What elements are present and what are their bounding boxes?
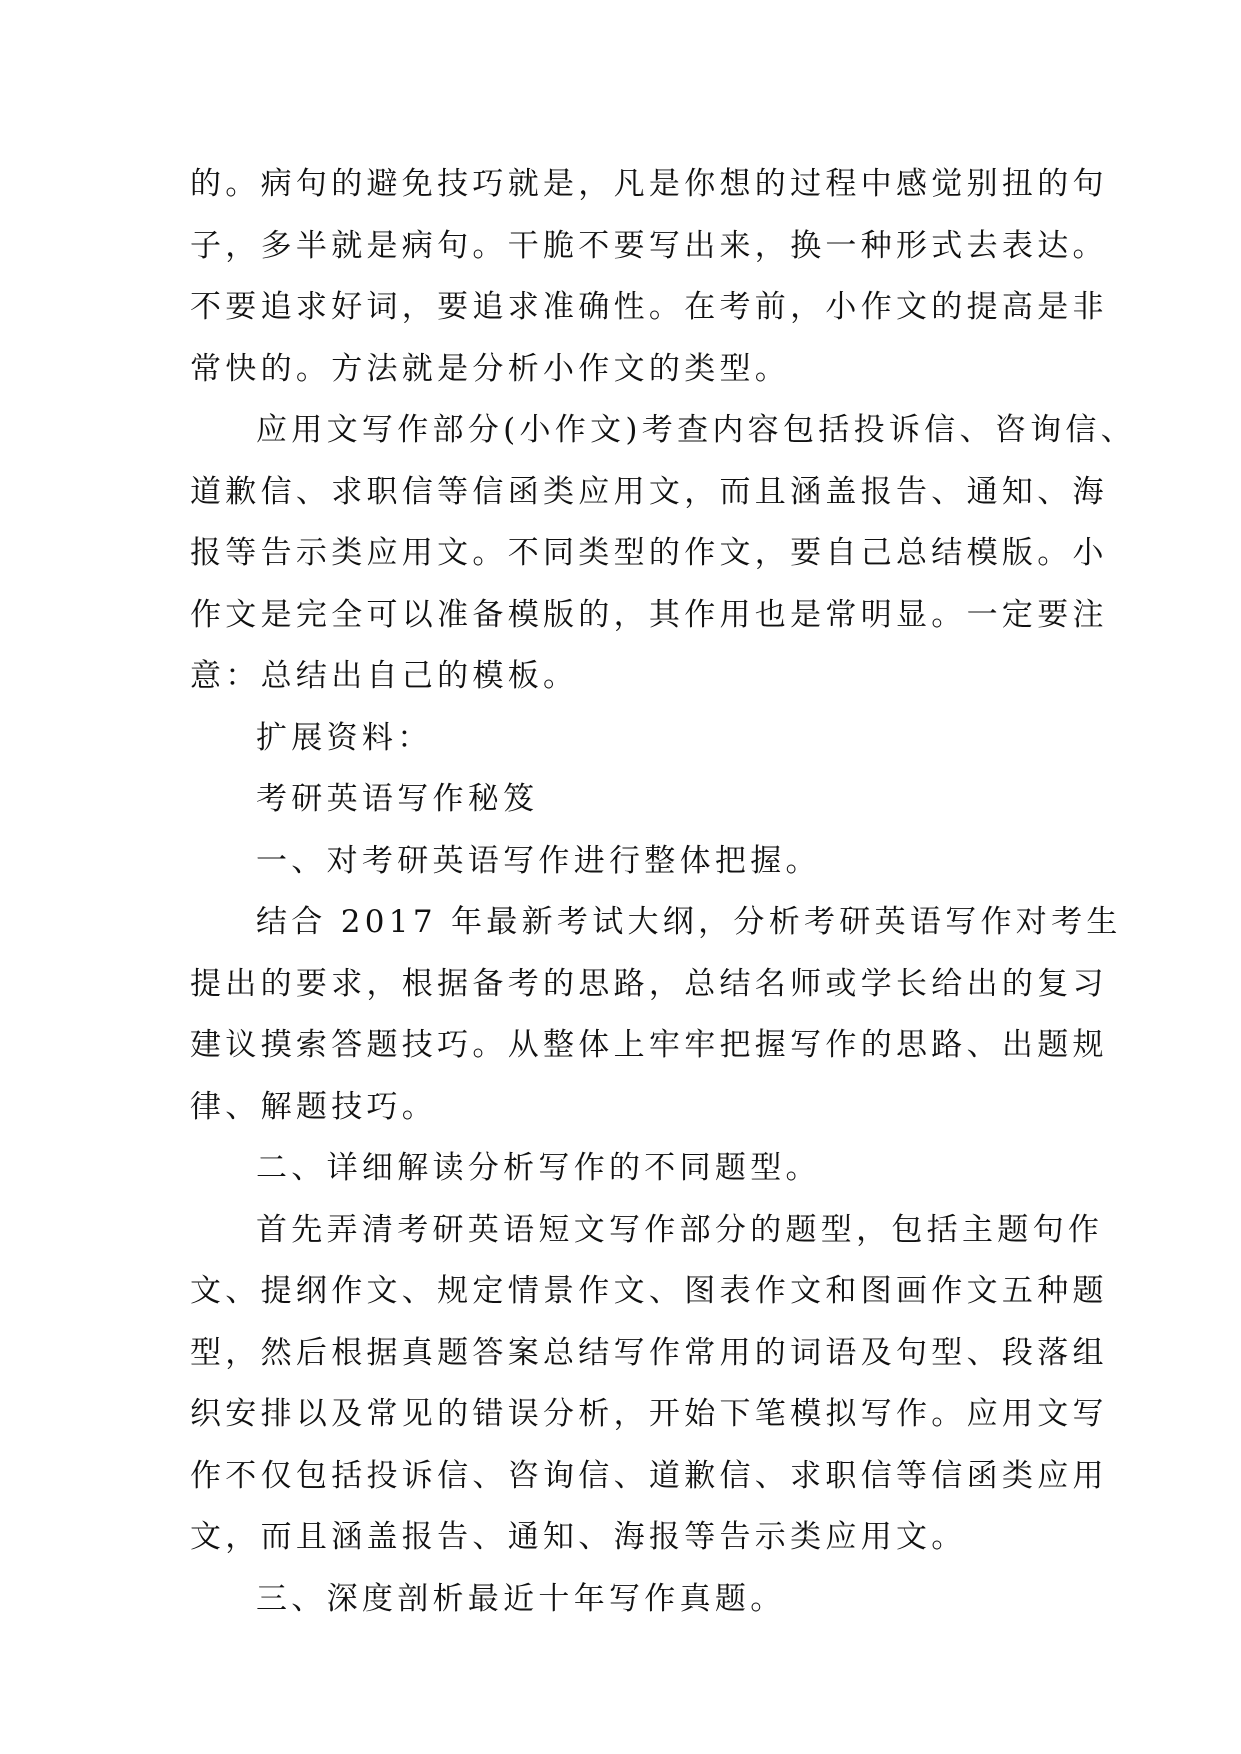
text-line-3: 不要追求好词，要追求准确性。在考前，小作文的提高是非 bbox=[190, 289, 1108, 325]
text-line-16: 律、解题技巧。 bbox=[190, 1088, 438, 1125]
text-line-22: 作不仅包括投诉信、咨询信、道歉信、求职信等信函类应用 bbox=[190, 1457, 1108, 1494]
text-line-8: 作文是完全可以准备模版的，其作用也是常明显。一定要注 bbox=[190, 596, 1108, 633]
list-heading-1: 一、对考研英语写作进行整体把握。 bbox=[256, 842, 821, 879]
text-line-19: 文、提纲作文、规定情景作文、图表作文和图画作文五种题 bbox=[190, 1273, 1108, 1309]
text-line-1: 的。病句的避免技巧就是，凡是你想的过程中感觉别扭的句 bbox=[190, 166, 1108, 202]
section-heading-writing-tips: 考研英语写作秘笈 bbox=[256, 781, 539, 817]
text-line-23: 文，而且涵盖报告、通知、海报等告示类应用文。 bbox=[190, 1519, 967, 1555]
text-line-13: 结合 2017 年最新考试大纲，分析考研英语写作对考生 bbox=[256, 904, 1122, 940]
text-line-20: 型，然后根据真题答案总结写作常用的词语及句型、段落组 bbox=[190, 1334, 1108, 1371]
section-heading-extended-material: 扩展资料： bbox=[256, 719, 433, 756]
text-line-21: 织安排以及常见的错误分析，开始下笔模拟写作。应用文写 bbox=[190, 1396, 1108, 1432]
document-body bbox=[190, 154, 1136, 1630]
text-line-6: 道歉信、求职信等信函类应用文，而且涵盖报告、通知、海 bbox=[190, 473, 1108, 510]
text-line-14: 提出的要求，根据备考的思路，总结名师或学长给出的复习 bbox=[190, 965, 1108, 1002]
text-line-7: 报等告示类应用文。不同类型的作文，要自己总结模版。小 bbox=[190, 535, 1108, 571]
text-line-18: 首先弄清考研英语短文写作部分的题型，包括主题句作 bbox=[256, 1211, 1104, 1248]
text-line-9: 意：总结出自己的模板。 bbox=[190, 658, 579, 694]
text-line-5: 应用文写作部分(小作文)考查内容包括投诉信、咨询信、 bbox=[256, 412, 1136, 448]
text-line-4: 常快的。方法就是分析小作文的类型。 bbox=[190, 350, 791, 387]
text-line-2: 子，多半就是病句。干脆不要写出来，换一种形式去表达。 bbox=[190, 227, 1108, 264]
list-heading-3: 三、深度剖析最近十年写作真题。 bbox=[256, 1580, 786, 1617]
list-heading-2: 二、详细解读分析写作的不同题型。 bbox=[256, 1150, 821, 1186]
text-line-15: 建议摸索答题技巧。从整体上牢牢把握写作的思路、出题规 bbox=[190, 1027, 1108, 1063]
